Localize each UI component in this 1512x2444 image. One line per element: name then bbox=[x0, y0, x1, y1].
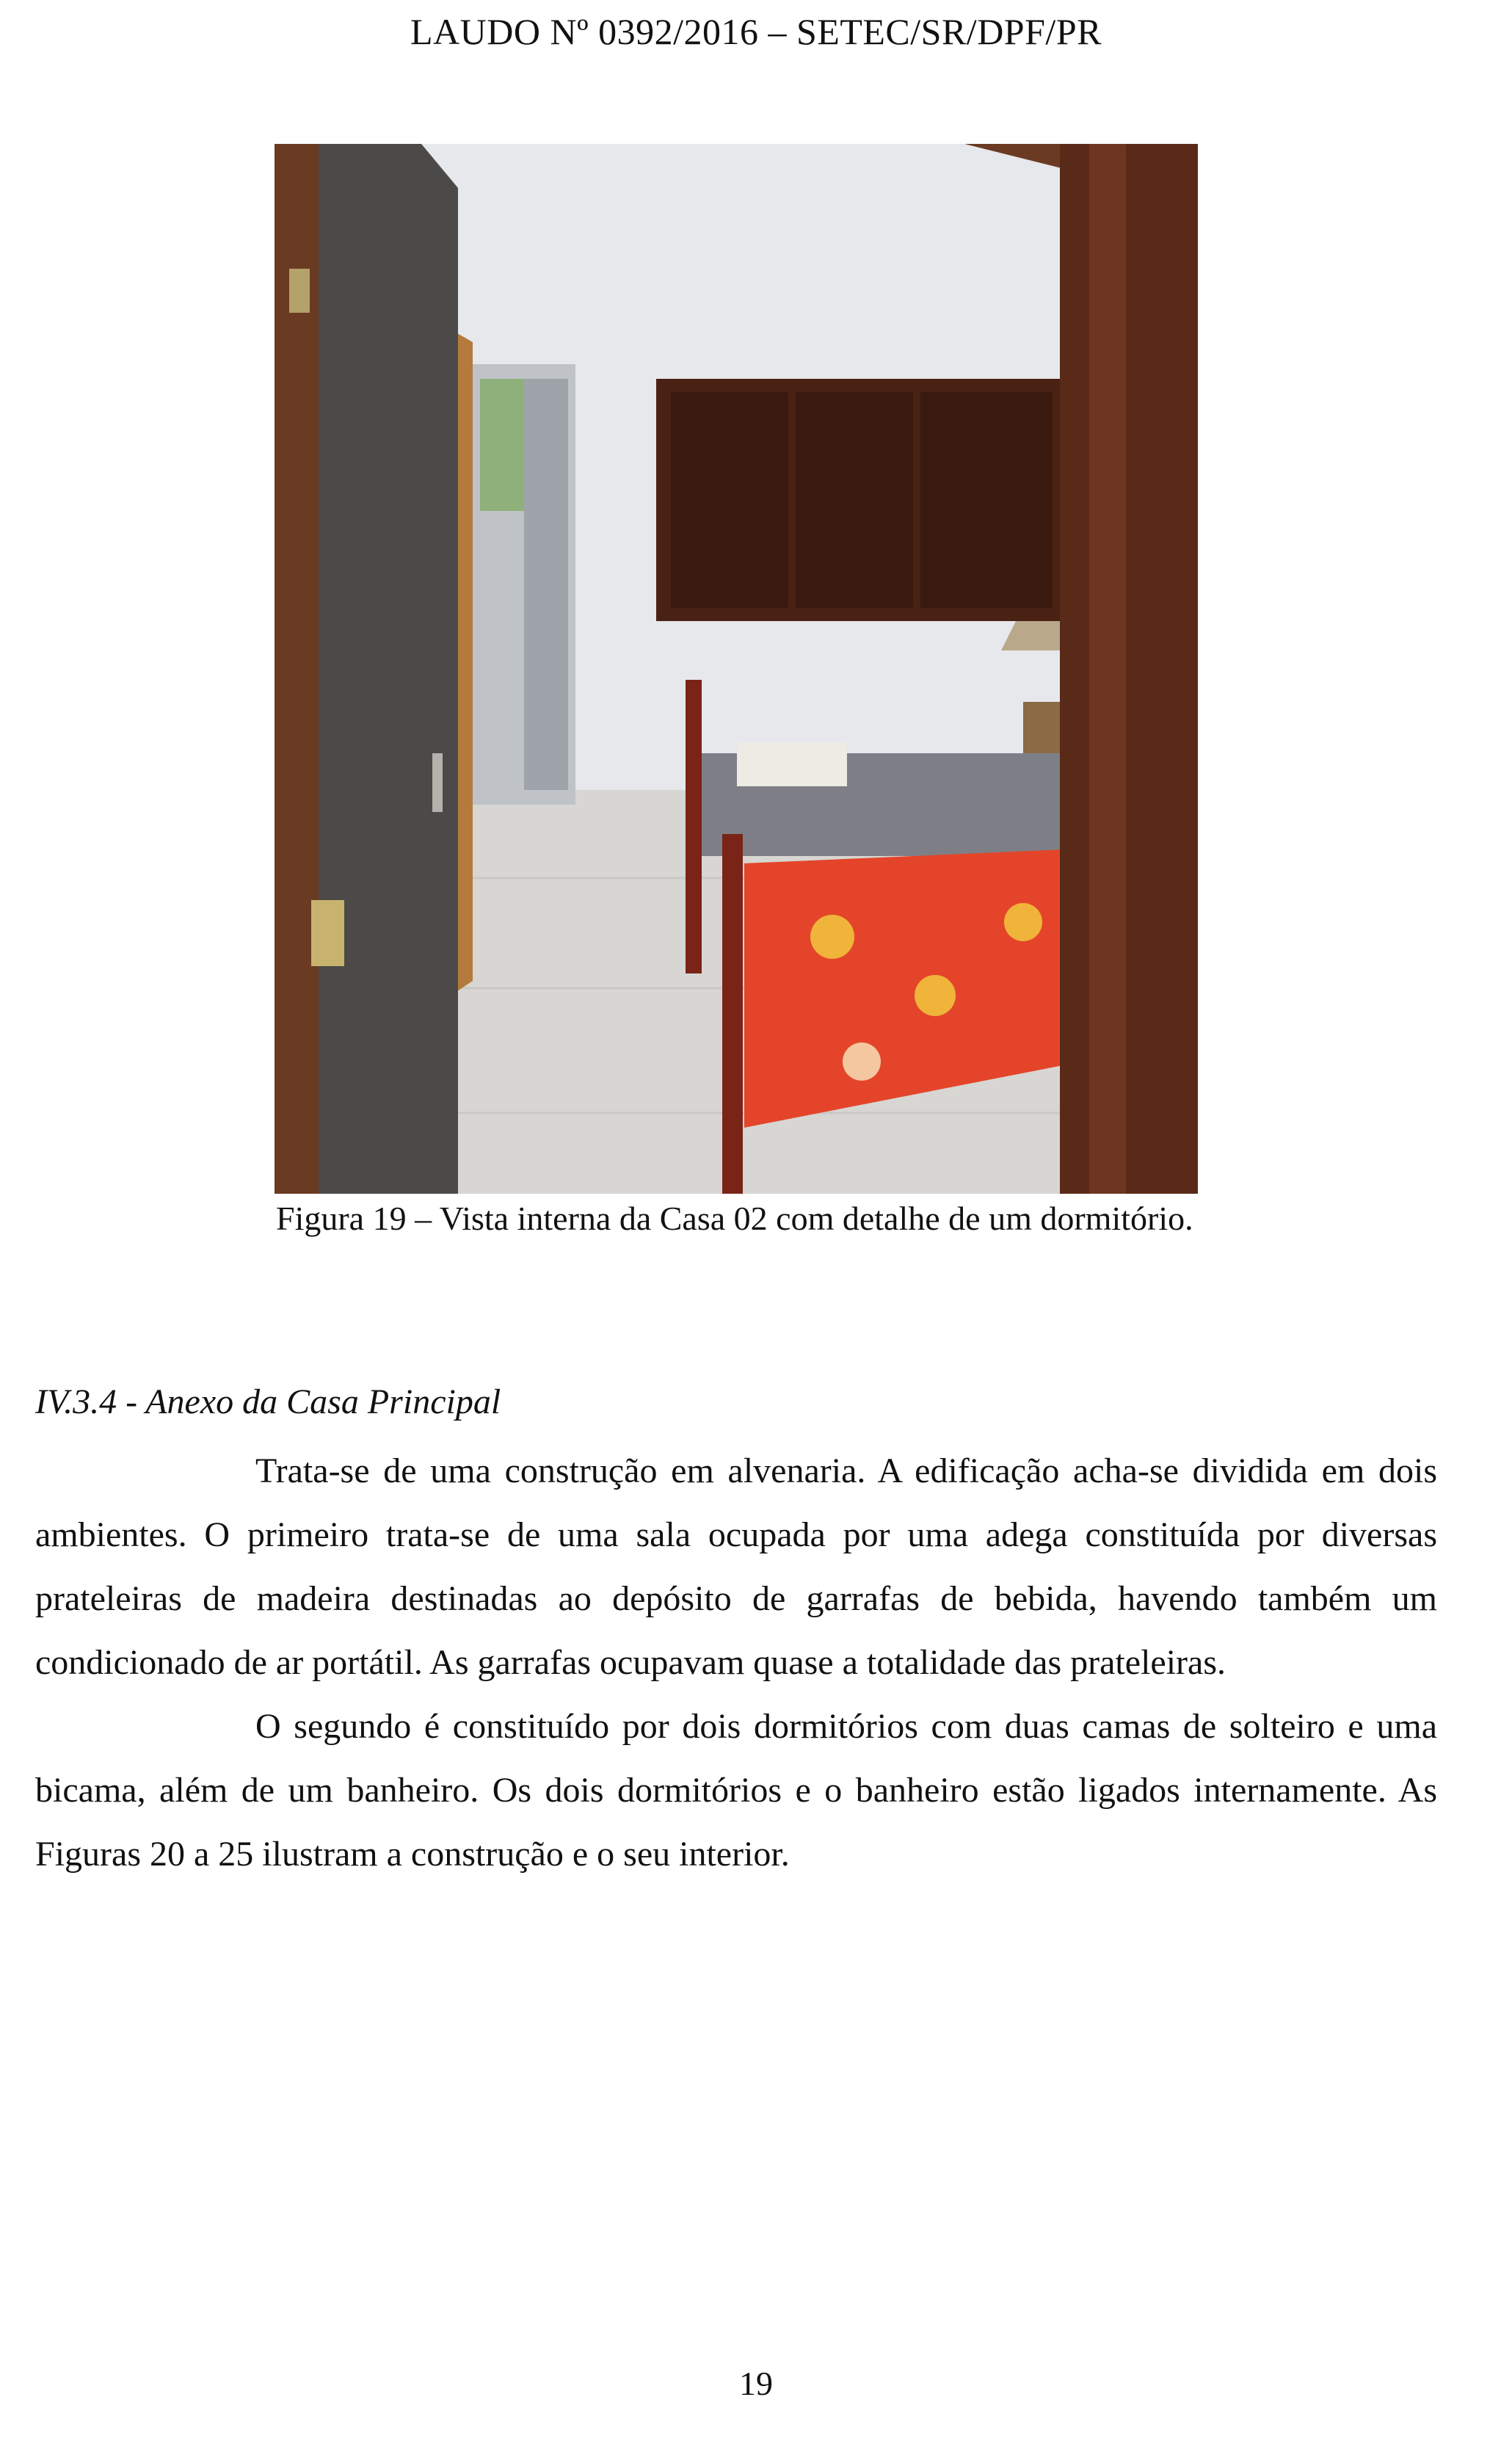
section-heading: IV.3.4 - Anexo da Casa Principal bbox=[35, 1382, 501, 1421]
document-header: LAUDO Nº 0392/2016 – SETEC/SR/DPF/PR bbox=[410, 11, 1102, 52]
section-body bbox=[35, 1439, 1437, 1886]
paragraph: O segundo é constituído por dois dormitórios com duas camas de solteiro e uma bicama, além de um banheiro. Os dois dormitórios e o banheiro estão ligados internamente. As Figuras 20 a 25 ilustram a construção e o seu interior. bbox=[35, 1707, 1437, 1874]
page-number: 19 bbox=[739, 2365, 773, 2402]
bedroom-photo bbox=[275, 144, 1198, 1194]
figure-caption: Figura 19 – Vista interna da Casa 02 com detalhe de um dormitório. bbox=[276, 1200, 1193, 1237]
paragraph: Trata-se de uma construção em alvenaria. A edificação acha-se dividida em dois ambientes. O primeiro trata-se de uma sala ocupada por uma adega constituída por diversas prateleiras de madeira destinadas ao depósito de garrafas de bebida, havendo também um condicionado de ar portátil. As garrafas ocupavam quase a totalidade das prateleiras. bbox=[35, 1451, 1437, 1682]
